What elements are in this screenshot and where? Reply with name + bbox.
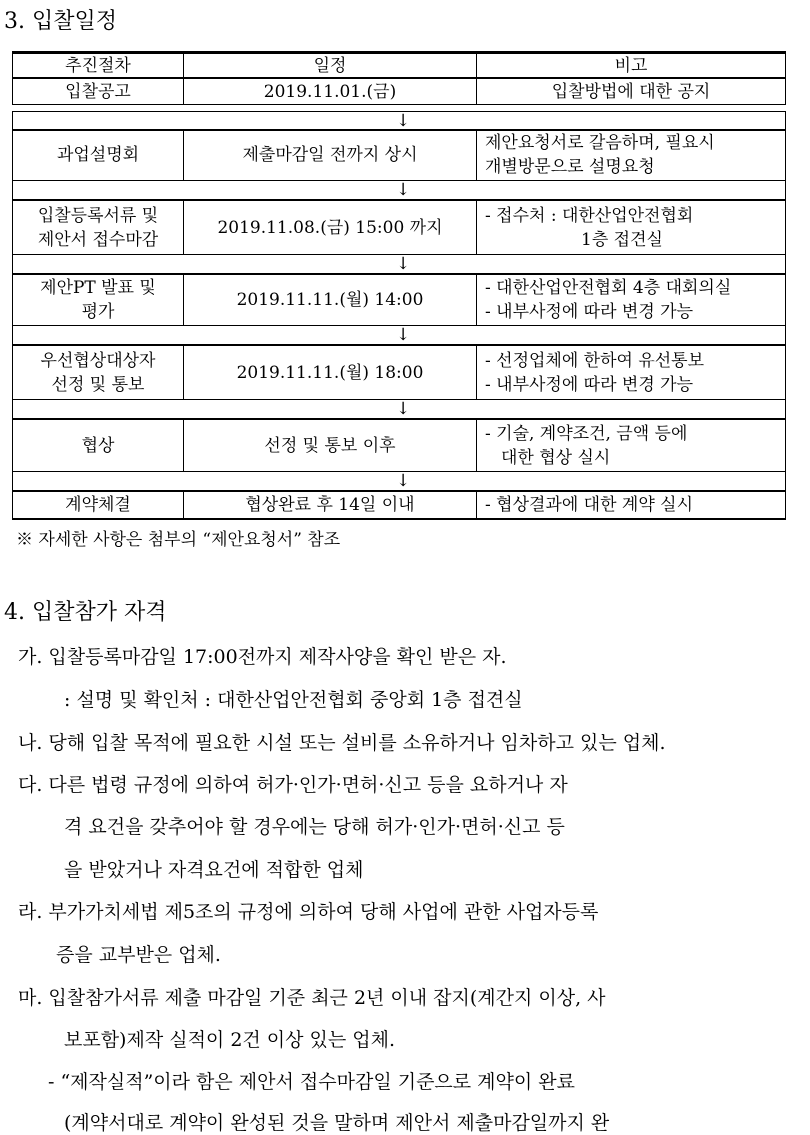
remark-line: 1층 접견실: [581, 229, 663, 250]
remark-line: 대한 협상 실시: [501, 447, 611, 468]
row-step: 계약체결: [13, 492, 184, 518]
remark-line: - 내부사정에 따라 변경 가능: [485, 374, 694, 395]
down-arrow-icon: ↓: [396, 254, 411, 274]
remark-line: 제안요청서로 갈음하며, 필요시: [485, 133, 715, 153]
remark-line: - 대한산업안전협회 4층 대회의실: [485, 278, 732, 298]
item-ma-line1: 마. 입찰참가서류 제출 마감일 기준 최근 2년 이내 잡지(계간지 이상, 사: [18, 987, 606, 1009]
row-remarks: [477, 130, 785, 180]
remark-line: - 기술, 계약조건, 금액 등에: [485, 423, 688, 444]
item-dash-line1: - “제작실적”이라 함은 제안서 접수마감일 기준으로 계약이 완료: [48, 1071, 575, 1093]
table-note: ※ 자세한 사항은 첨부의 “제안요청서” 참조: [16, 530, 341, 550]
row-schedule: 2019.11.11.(월) 18:00: [184, 346, 477, 399]
section-4-title: 4. 입찰참가 자격: [4, 600, 167, 625]
row-step: 제안PT 발표 및 평가: [13, 275, 184, 325]
row-step: 입찰등록서류 및 제안서 접수마감: [13, 201, 184, 254]
section-3-title: 3. 입찰일정: [4, 9, 117, 34]
header-step: 추진절차: [13, 54, 184, 77]
row-schedule: 협상완료 후 14일 이내: [184, 492, 477, 518]
remark-line: 개별방문으로 설명요청: [485, 157, 655, 177]
row-step: 입찰공고: [13, 79, 184, 104]
flow-arrow-bar: [12, 254, 786, 274]
item-ra-line2: 증을 교부받은 업체.: [56, 944, 221, 966]
flow-arrow-bar: [12, 471, 786, 491]
row-remarks: [477, 420, 785, 471]
table-row: [12, 200, 786, 255]
table-row: [12, 419, 786, 472]
row-schedule: 2019.11.01.(금): [184, 79, 477, 104]
remark-line: - 접수처 : 대한산업안전협회: [485, 205, 694, 226]
down-arrow-icon: ↓: [396, 325, 411, 345]
row-step: 과업설명회: [13, 130, 184, 180]
table-row: [12, 78, 786, 105]
row-schedule: 제출마감일 전까지 상시: [184, 130, 477, 180]
item-dash-line2: (계약서대로 계약이 완성된 것을 말하며 제안서 제출마감일까지 완: [64, 1112, 610, 1134]
item-da-line2: 격 요건을 갖추어야 할 경우에는 당해 허가·인가·면허·신고 등: [64, 816, 565, 838]
table-row: [12, 345, 786, 400]
row-schedule: 2019.11.08.(금) 15:00 까지: [184, 201, 477, 254]
table-header-row: [12, 51, 786, 79]
item-da-line1: 다. 다른 법령 규정에 의하여 허가·인가·면허·신고 등을 요하거나 자: [18, 774, 568, 796]
row-schedule: 선정 및 통보 이후: [184, 420, 477, 471]
flow-arrow-bar: [12, 111, 786, 131]
item-ra-line1: 라. 부가가치세법 제5조의 규정에 의하여 당해 사업에 관한 사업자등록: [18, 901, 599, 923]
row-remarks: 입찰방법에 대한 공지: [551, 81, 711, 102]
table-row: [12, 491, 786, 520]
item-da-line3: 을 받았거나 자격요건에 적합한 업체: [64, 859, 364, 881]
remark-line: - 선정업체에 한하여 유선통보: [485, 350, 705, 371]
header-remarks: 비고: [614, 55, 648, 76]
item-ma-line2: 보포함)제작 실적이 2건 이상 있는 업체.: [64, 1029, 396, 1051]
row-remarks: - 협상결과에 대한 계약 실시: [485, 495, 694, 515]
item-ga-sub: : 설명 및 확인처 : 대한산업안전협회 중앙회 1층 접견실: [64, 689, 523, 711]
flow-arrow-bar: [12, 325, 786, 345]
row-schedule: 2019.11.11.(월) 14:00: [184, 275, 477, 325]
down-arrow-icon: ↓: [396, 471, 411, 491]
row-remarks: [477, 275, 785, 325]
flow-arrow-bar: [12, 399, 786, 419]
row-remarks: [477, 201, 785, 254]
down-arrow-icon: ↓: [396, 111, 411, 131]
flow-arrow-bar: [12, 180, 786, 200]
down-arrow-icon: ↓: [396, 399, 411, 419]
header-schedule: 일정: [184, 54, 477, 77]
item-ga: 가. 입찰등록마감일 17:00전까지 제작사양을 확인 받은 자.: [18, 646, 507, 668]
remark-line: - 내부사정에 따라 변경 가능: [485, 302, 694, 322]
row-step: 협상: [13, 420, 184, 471]
table-row: [12, 129, 786, 181]
down-arrow-icon: ↓: [396, 180, 411, 200]
row-remarks: [477, 346, 785, 399]
table-row: [12, 274, 786, 326]
row-step: 우선협상대상자 선정 및 통보: [13, 346, 184, 399]
item-na: 나. 당해 입찰 목적에 필요한 시설 또는 설비를 소유하거나 임차하고 있는 업체.: [18, 732, 666, 754]
